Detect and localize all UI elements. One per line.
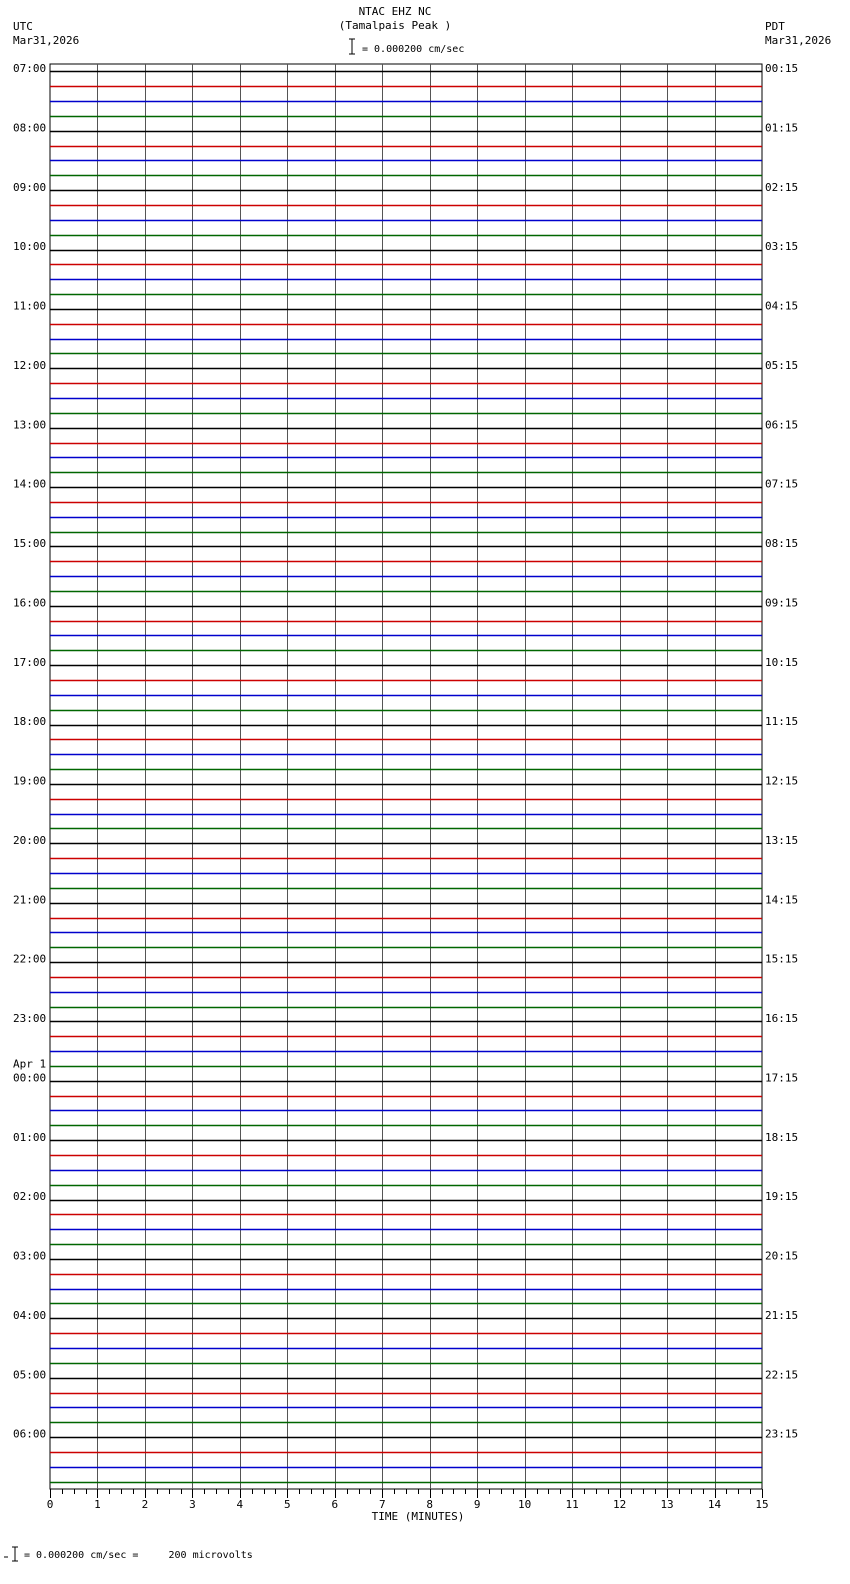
utc-date: Mar31,2026 xyxy=(13,34,80,47)
left-time-label: 03:00 xyxy=(13,1249,47,1263)
left-time-label: 08:00 xyxy=(13,121,47,135)
right-time-label: 19:15 xyxy=(765,1190,799,1204)
left-time-label: 15:00 xyxy=(13,537,47,550)
left-date-label: Apr 1 xyxy=(13,1057,47,1071)
left-time-label: 22:00 xyxy=(13,952,47,966)
left-time-labels xyxy=(13,62,46,1441)
x-axis-label: TIME (MINUTES) xyxy=(371,1510,465,1523)
right-time-label: 10:15 xyxy=(765,655,799,669)
right-time-label: 14:15 xyxy=(765,893,799,907)
x-ticks xyxy=(51,1489,763,1498)
site-title: (Tamalpais Peak ) xyxy=(338,19,452,32)
x-tick-label: 7 xyxy=(378,1498,386,1511)
left-time-label: 19:00 xyxy=(13,774,47,788)
right-time-label: 06:15 xyxy=(765,418,799,432)
footer-scale-text: = 0.000200 cm/sec = 200 microvolts xyxy=(24,1550,253,1561)
left-time-label: 12:00 xyxy=(13,358,47,372)
left-time-label: 09:00 xyxy=(13,180,47,194)
left-time-label: 16:00 xyxy=(13,596,47,610)
pdt-label: PDT xyxy=(765,20,785,33)
left-time-label: 06:00 xyxy=(13,1427,47,1441)
x-tick-label: 6 xyxy=(331,1498,339,1511)
right-time-labels xyxy=(765,62,798,1441)
right-time-label: 23:15 xyxy=(765,1427,799,1441)
left-time-label: 20:00 xyxy=(13,833,47,847)
right-time-label: 18:15 xyxy=(765,1130,799,1144)
x-tick-label: 10 xyxy=(518,1498,532,1511)
left-time-label: 02:00 xyxy=(13,1190,47,1204)
right-time-label: 21:15 xyxy=(765,1308,799,1322)
x-tick-label: 13 xyxy=(660,1498,674,1511)
left-time-label: 07:00 xyxy=(13,62,47,75)
left-time-label: 14:00 xyxy=(13,477,47,491)
x-tick-label: 14 xyxy=(707,1498,722,1511)
left-time-label: 00:00 xyxy=(13,1071,47,1085)
x-tick-label: 9 xyxy=(473,1498,481,1511)
right-time-label: 08:15 xyxy=(765,537,799,550)
left-time-label: 01:00 xyxy=(13,1130,47,1144)
right-time-label: 03:15 xyxy=(765,240,799,254)
traces xyxy=(50,72,762,1483)
scale-text: = 0.000200 cm/sec xyxy=(362,44,465,55)
left-time-label: 21:00 xyxy=(13,893,47,907)
right-time-label: 00:15 xyxy=(765,62,799,75)
right-time-label: 22:15 xyxy=(765,1368,799,1382)
right-time-label: 20:15 xyxy=(765,1249,799,1263)
right-time-label: 17:15 xyxy=(765,1071,799,1085)
x-tick-label: 2 xyxy=(141,1498,149,1511)
station-title: NTAC EHZ NC xyxy=(358,5,432,18)
utc-label: UTC xyxy=(13,20,33,33)
right-time-label: 15:15 xyxy=(765,952,799,966)
right-time-label: 05:15 xyxy=(765,358,799,372)
x-tick-label: 3 xyxy=(189,1498,196,1511)
right-time-label: 02:15 xyxy=(765,180,799,194)
x-tick-label: 5 xyxy=(284,1498,291,1511)
footer-scale-bar xyxy=(4,1547,18,1561)
x-tick-label: 11 xyxy=(565,1498,579,1511)
grid xyxy=(50,64,762,1489)
left-time-label: 10:00 xyxy=(13,240,47,254)
left-time-label: 04:00 xyxy=(13,1308,47,1322)
x-tick-label: 4 xyxy=(236,1498,244,1511)
x-tick-label: 12 xyxy=(612,1498,627,1511)
right-time-label: 12:15 xyxy=(765,774,799,788)
x-tick-label: 1 xyxy=(94,1498,101,1511)
pdt-date: Mar31,2026 xyxy=(765,34,832,47)
right-time-label: 16:15 xyxy=(765,1012,799,1025)
left-time-label: 18:00 xyxy=(13,715,47,729)
left-time-label: 23:00 xyxy=(13,1012,47,1025)
right-time-label: 11:15 xyxy=(765,715,799,729)
right-time-label: 13:15 xyxy=(765,833,799,847)
header-scale-bar xyxy=(349,39,355,54)
left-time-label: 11:00 xyxy=(13,299,47,313)
right-time-label: 07:15 xyxy=(765,477,799,491)
x-tick-label: 8 xyxy=(426,1498,434,1511)
right-time-label: 09:15 xyxy=(765,596,799,610)
left-time-label: 05:00 xyxy=(13,1368,47,1382)
left-time-label: 17:00 xyxy=(13,655,47,669)
x-tick-label: 15 xyxy=(755,1498,769,1511)
left-time-label: 13:00 xyxy=(13,418,47,432)
right-time-label: 04:15 xyxy=(765,299,799,313)
right-time-label: 01:15 xyxy=(765,121,799,135)
x-tick-label: 0 xyxy=(46,1498,54,1511)
plot-frame xyxy=(50,64,762,1489)
